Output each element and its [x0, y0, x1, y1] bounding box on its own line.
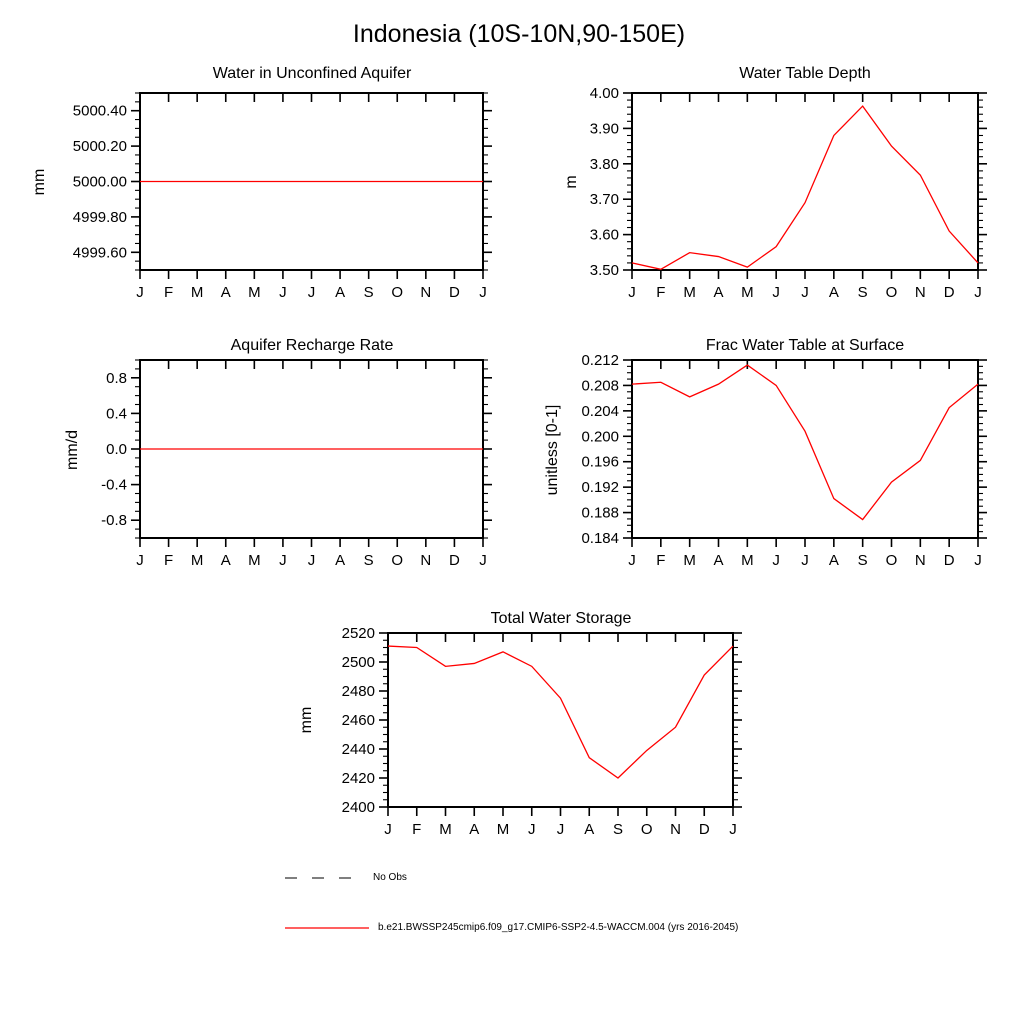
x-tick-label: D	[943, 552, 955, 569]
y-axis-label-unitless: unitless [0-1]	[544, 404, 561, 496]
plot-frame	[388, 633, 733, 807]
y-tick-label: 0.200	[581, 428, 619, 446]
y-tick-label: 0.188	[581, 504, 619, 522]
chart-title-water-in-unconfined-aquifer: Water in Unconfined Aquifer	[212, 65, 412, 82]
y-tick-label: 5000.20	[72, 138, 127, 156]
x-tick-label: A	[713, 552, 724, 569]
x-tick-label: J	[772, 552, 780, 569]
x-tick-label: A	[828, 552, 839, 569]
x-tick-label: D	[448, 552, 460, 569]
chart-aquifer-recharge-rate	[101, 360, 492, 569]
y-axis-label-m: m	[563, 175, 580, 189]
x-tick-label: M	[683, 552, 696, 569]
x-tick-label: M	[248, 284, 261, 301]
x-tick-label: O	[391, 284, 404, 301]
x-tick-label: S	[857, 284, 868, 301]
x-tick-label: J	[136, 552, 144, 569]
y-tick-labels	[101, 370, 127, 529]
y-tick-label: 3.60	[589, 226, 619, 244]
y-tick-label: 4999.60	[72, 244, 127, 262]
y-axis-label-mm-per-day: mm/d	[64, 430, 81, 470]
x-tick-label: O	[885, 284, 898, 301]
x-tick-label: N	[914, 284, 926, 301]
main-title: Indonesia (10S-10N,90-150E)	[352, 20, 686, 48]
x-tick-label: A	[220, 284, 231, 301]
y-tick-labels	[581, 352, 619, 547]
y-tick-label: 0.0	[106, 441, 127, 458]
x-tick-label: F	[412, 821, 422, 838]
chart-title-total-water-storage: Total Water Storage	[490, 610, 632, 627]
y-tick-label: 0.204	[581, 402, 619, 420]
y-tick-label: -0.8	[101, 512, 127, 530]
x-tick-label: D	[448, 284, 460, 301]
x-tick-label: M	[741, 284, 754, 301]
y-tick-label: 5000.00	[72, 173, 127, 191]
chart-title-water-table-depth: Water Table Depth	[739, 65, 871, 82]
x-tick-label: J	[556, 821, 565, 838]
x-tick-label: M	[190, 284, 204, 301]
y-tick-label: 0.4	[106, 405, 127, 423]
y-tick-label: 4.00	[589, 85, 619, 102]
x-tick-label: J	[772, 284, 780, 301]
y-tick-label: 2460	[341, 712, 375, 729]
chart-water-in-unconfined-aquifer	[73, 93, 492, 301]
y-tick-label: 0.212	[581, 352, 619, 369]
chart-total-water-storage	[342, 625, 742, 838]
x-tick-label: S	[612, 821, 624, 838]
x-tick-label: J	[279, 284, 287, 301]
x-tick-label: A	[828, 284, 839, 301]
x-tick-label: A	[713, 284, 724, 301]
chart-frac-water-table-at-surface	[581, 352, 987, 569]
x-tick-label: J	[528, 821, 536, 838]
series-line	[388, 646, 733, 778]
model-solid-line-sample	[285, 926, 369, 930]
legend-label-no-obs: No Obs	[373, 872, 407, 883]
x-tick-label: D	[943, 284, 955, 301]
chart-title-aquifer-recharge-rate: Aquifer Recharge Rate	[230, 337, 394, 354]
y-tick-label: 0.196	[581, 453, 619, 471]
chart-title-frac-water-table-at-surface: Frac Water Table at Surface	[705, 337, 905, 354]
x-tick-label: J	[307, 552, 316, 569]
x-tick-label: F	[163, 552, 174, 569]
y-tick-labels	[73, 103, 127, 262]
series-line	[632, 106, 978, 269]
y-tick-label: 0.208	[581, 377, 619, 395]
legend-label-model-run: b.e21.BWSSP245cmip6.f09_g17.CMIP6-SSP2-4.5-WACCM.004 (yrs 2016-2045)	[378, 922, 739, 933]
x-tick-label: J	[136, 284, 144, 301]
chart-water-table-depth	[590, 85, 987, 301]
x-tick-label: M	[439, 821, 452, 838]
x-tick-label: F	[656, 552, 666, 569]
x-tick-label: A	[335, 284, 346, 301]
y-tick-label: 2400	[341, 799, 375, 816]
x-tick-label: N	[670, 821, 681, 838]
y-axis-ticks	[623, 93, 987, 270]
x-tick-label: A	[584, 821, 595, 838]
y-tick-labels	[342, 625, 375, 816]
y-tick-label: 4999.80	[72, 208, 127, 226]
y-tick-label: 2440	[341, 741, 375, 758]
y-tick-label: 0.184	[581, 530, 619, 547]
x-tick-label: J	[974, 552, 982, 569]
x-tick-label: M	[741, 552, 754, 569]
y-tick-label: 0.8	[106, 369, 127, 387]
x-tick-label: O	[640, 821, 653, 838]
y-tick-labels	[590, 85, 619, 279]
y-tick-label: 2480	[341, 683, 375, 700]
y-axis-ticks	[623, 360, 987, 538]
x-tick-label: J	[801, 552, 809, 569]
x-tick-label: J	[801, 284, 809, 301]
legend-item-model-run	[285, 922, 738, 933]
y-tick-label: 3.80	[589, 155, 619, 173]
y-tick-label: 2500	[341, 654, 375, 671]
x-tick-label: J	[384, 821, 392, 838]
plot-frame	[632, 93, 978, 270]
x-tick-label: D	[698, 821, 710, 838]
y-tick-label: 2520	[341, 625, 375, 642]
no-obs-dashed-line-sample	[285, 876, 351, 880]
x-tick-label: S	[363, 552, 374, 569]
y-tick-label: 5000.40	[72, 102, 127, 120]
y-tick-label: 3.50	[589, 262, 619, 279]
x-tick-label: J	[628, 552, 636, 569]
x-tick-label: N	[420, 284, 432, 301]
x-tick-label: J	[279, 552, 287, 569]
x-tick-label: M	[248, 552, 261, 569]
y-axis-label-mm: mm	[31, 168, 48, 196]
x-tick-label: J	[307, 284, 316, 301]
x-tick-label: O	[391, 552, 404, 569]
x-tick-label: S	[363, 284, 374, 301]
x-tick-label: A	[220, 552, 231, 569]
x-tick-label: J	[729, 821, 737, 838]
x-tick-label: S	[857, 552, 868, 569]
x-tick-label: A	[335, 552, 346, 569]
x-tick-label: J	[479, 284, 487, 301]
y-tick-label: 0.192	[581, 479, 619, 497]
x-tick-label: M	[683, 284, 696, 301]
x-tick-label: A	[469, 821, 480, 838]
y-tick-label: 3.90	[589, 120, 619, 138]
legend-item-no-obs	[285, 872, 407, 883]
y-tick-label: -0.4	[101, 476, 127, 494]
x-tick-label: N	[420, 552, 432, 569]
x-tick-label: F	[163, 284, 174, 301]
y-tick-label: 3.70	[589, 191, 619, 209]
series-line	[632, 365, 978, 519]
y-tick-label: 2420	[341, 770, 375, 787]
x-tick-label: J	[628, 284, 636, 301]
x-tick-label: F	[656, 284, 666, 301]
x-tick-label: M	[496, 821, 510, 838]
x-tick-label: J	[479, 552, 487, 569]
x-tick-label: N	[914, 552, 926, 569]
x-tick-label: O	[885, 552, 898, 569]
x-tick-label: M	[190, 552, 204, 569]
x-tick-label: J	[974, 284, 982, 301]
y-axis-label-mm-tws: mm	[298, 706, 315, 734]
